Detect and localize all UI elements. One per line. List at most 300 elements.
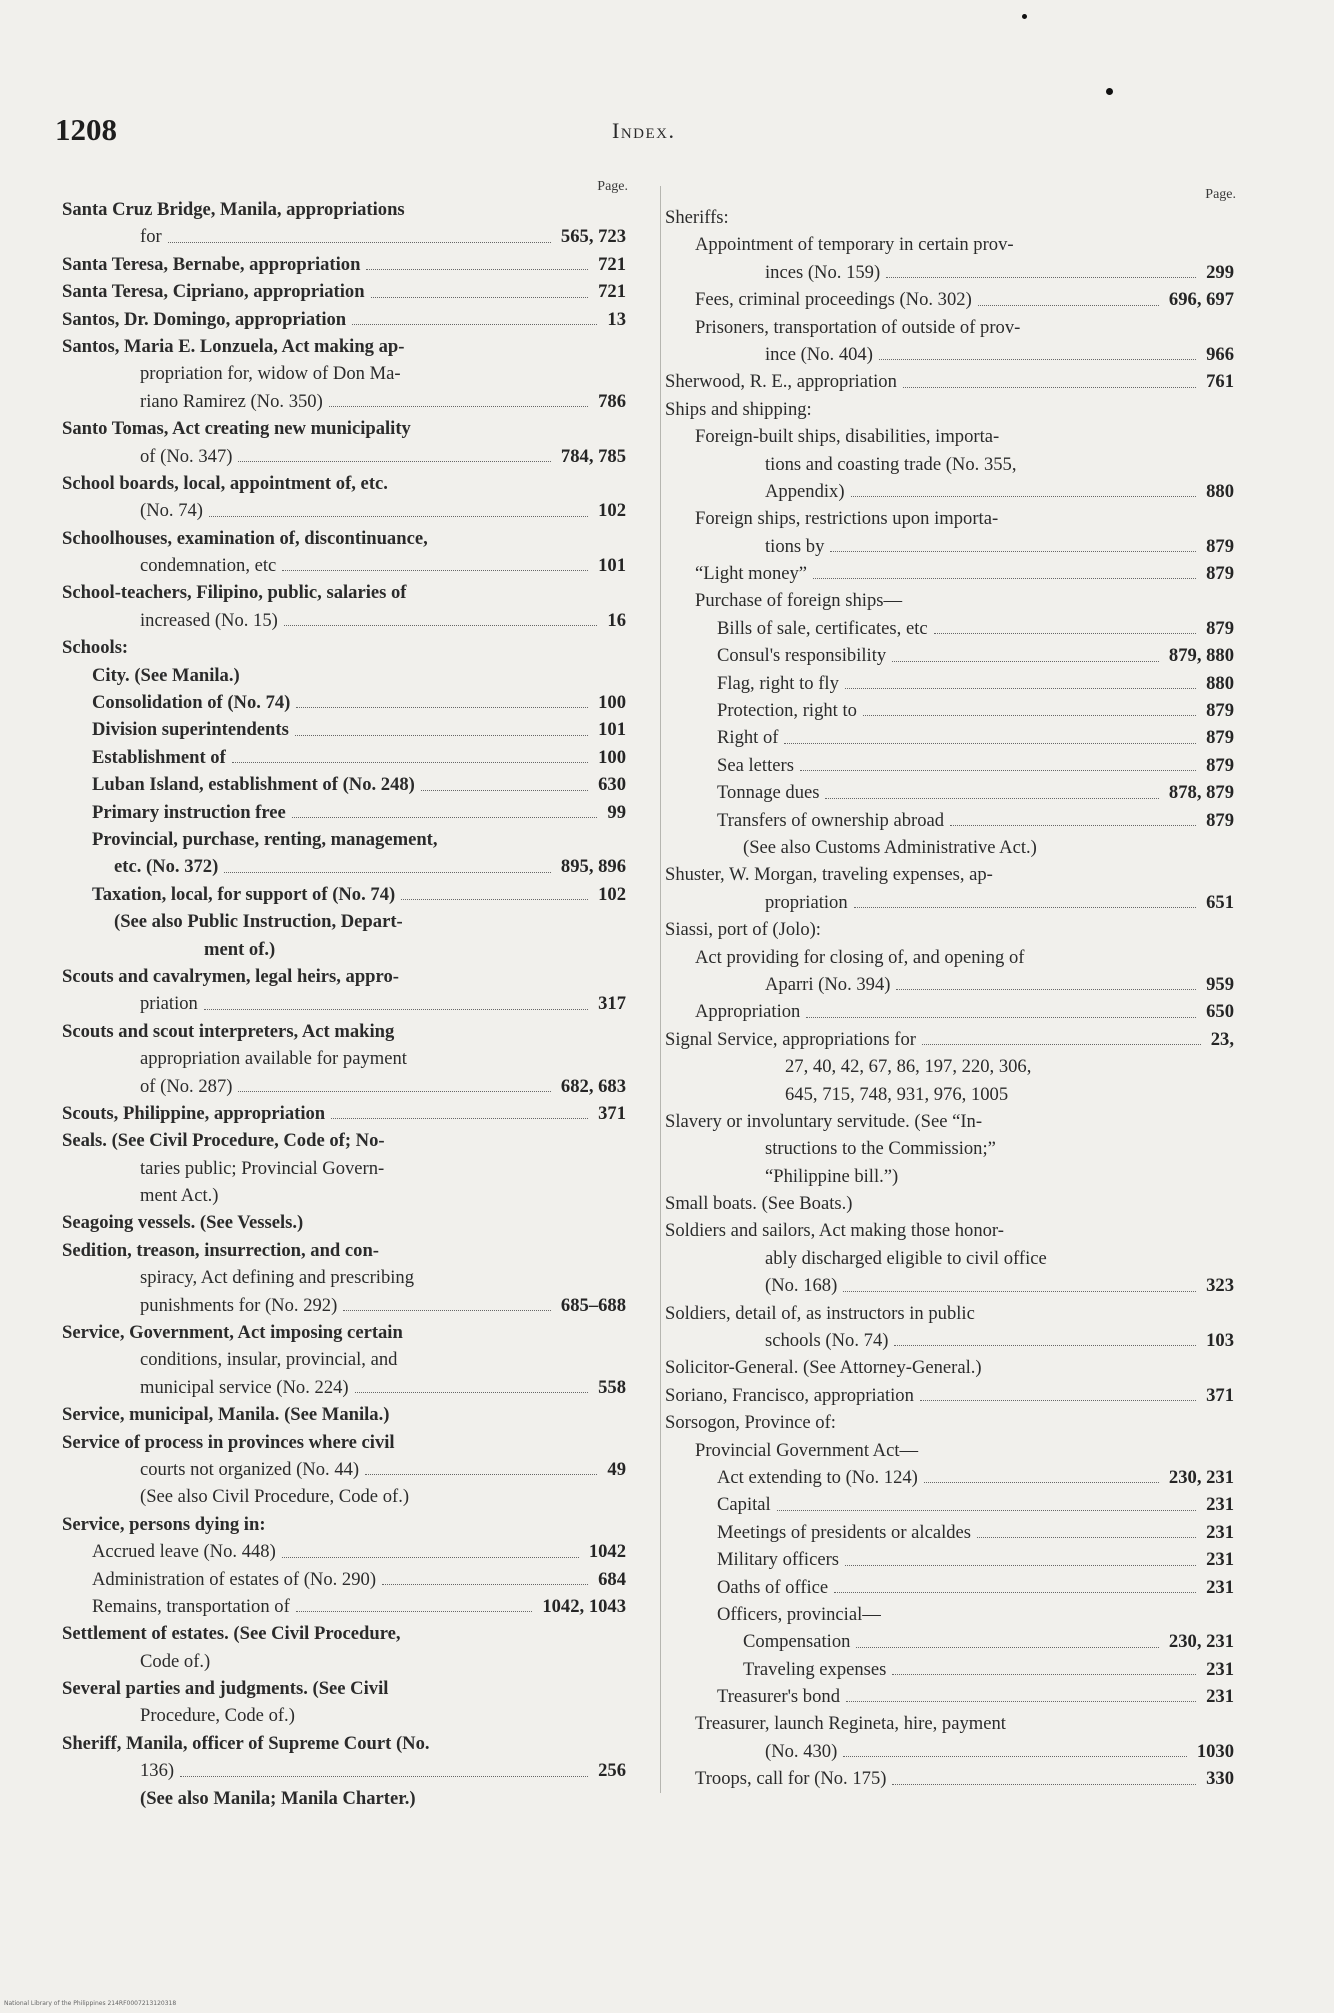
index-entry-text: Administration of estates of (No. 290) bbox=[92, 1568, 377, 1590]
page-reference: 721 bbox=[598, 281, 626, 303]
index-entry-text: Soldiers and sailors, Act making those honor- bbox=[665, 1220, 1004, 1242]
index-entry-text: Several parties and judgments. (See Civil bbox=[62, 1678, 389, 1700]
index-line bbox=[717, 1491, 1238, 1518]
index-line bbox=[140, 1045, 630, 1072]
left-index-column bbox=[62, 178, 630, 1812]
index-line bbox=[140, 552, 630, 579]
index-line bbox=[62, 634, 630, 661]
index-line bbox=[204, 936, 630, 963]
index-entry-text: Accrued leave (No. 448) bbox=[92, 1541, 276, 1563]
index-line bbox=[62, 1401, 630, 1428]
index-entry-text: tions by bbox=[765, 535, 825, 557]
page-reference: 651 bbox=[1206, 891, 1234, 913]
index-line bbox=[665, 368, 1238, 395]
index-line bbox=[695, 231, 1238, 258]
right-index-lines bbox=[665, 204, 1238, 1793]
index-entry-text: priation bbox=[140, 993, 198, 1015]
page-reference: 100 bbox=[598, 692, 626, 714]
dot-leader bbox=[295, 735, 588, 736]
index-line bbox=[62, 1429, 630, 1456]
page-reference: 565, 723 bbox=[560, 226, 626, 248]
index-entry-text: Provincial Government Act— bbox=[695, 1439, 919, 1461]
index-entry-text: Ships and shipping: bbox=[665, 398, 812, 420]
dot-leader bbox=[843, 1756, 1187, 1757]
index-entry-text: Foreign ships, restrictions upon importa- bbox=[695, 508, 999, 530]
index-entry-text: propriation bbox=[765, 891, 848, 913]
index-line bbox=[62, 1730, 630, 1757]
index-line bbox=[62, 1675, 630, 1702]
index-entry-text: Santos, Maria E. Lonzuela, Act making ap- bbox=[62, 335, 405, 357]
page-reference: 231 bbox=[1206, 1521, 1234, 1543]
index-line bbox=[140, 443, 630, 470]
dot-leader bbox=[892, 1784, 1196, 1785]
page-reference: 330 bbox=[1206, 1768, 1234, 1790]
dot-leader bbox=[843, 1291, 1196, 1292]
index-line bbox=[717, 1546, 1238, 1573]
index-line bbox=[717, 1601, 1238, 1628]
index-line bbox=[140, 388, 630, 415]
index-line bbox=[92, 662, 630, 689]
dot-leader bbox=[892, 661, 1159, 662]
index-line bbox=[717, 779, 1238, 806]
index-line bbox=[765, 259, 1238, 286]
index-entry-text: Code of.) bbox=[140, 1650, 211, 1672]
index-entry-text: Soldiers, detail of, as instructors in public bbox=[665, 1302, 975, 1324]
index-line bbox=[717, 752, 1238, 779]
dot-leader bbox=[365, 1474, 597, 1475]
index-line bbox=[92, 744, 630, 771]
index-line bbox=[717, 642, 1238, 669]
dot-leader bbox=[950, 825, 1196, 826]
index-line bbox=[62, 1127, 630, 1154]
index-line bbox=[717, 697, 1238, 724]
index-entry-text: Solicitor-General. (See Attorney-General.) bbox=[665, 1357, 982, 1379]
index-line bbox=[695, 505, 1238, 532]
index-entry-text: increased (No. 15) bbox=[140, 609, 278, 631]
index-entry-text: Treasurer, launch Regineta, hire, payment bbox=[695, 1713, 1006, 1735]
dot-leader bbox=[238, 461, 551, 462]
page-reference: 1030 bbox=[1196, 1740, 1234, 1762]
page-reference: 786 bbox=[598, 390, 626, 412]
index-entry-text: Small boats. (See Boats.) bbox=[665, 1193, 853, 1215]
dot-leader bbox=[292, 817, 597, 818]
dot-leader bbox=[977, 1537, 1196, 1538]
page-reference: 299 bbox=[1206, 261, 1234, 283]
page-reference: 317 bbox=[598, 993, 626, 1015]
index-line bbox=[665, 1300, 1238, 1327]
page-reference: 880 bbox=[1206, 480, 1234, 502]
index-entry-text: Service, persons dying in: bbox=[62, 1513, 266, 1535]
dot-leader bbox=[343, 1310, 551, 1311]
index-line bbox=[765, 1327, 1238, 1354]
page-reference: 231 bbox=[1206, 1686, 1234, 1708]
index-entry-text: taries public; Provincial Govern- bbox=[140, 1157, 385, 1179]
index-entry-text: courts not organized (No. 44) bbox=[140, 1458, 360, 1480]
page-reference: 1042 bbox=[588, 1541, 626, 1563]
dot-leader bbox=[224, 872, 551, 873]
index-line bbox=[140, 1264, 630, 1291]
index-entry-text: Santos, Dr. Domingo, appropriation bbox=[62, 308, 347, 330]
page-reference: 256 bbox=[598, 1760, 626, 1782]
index-line bbox=[62, 525, 630, 552]
index-entry-text: (See also Customs Administrative Act.) bbox=[743, 836, 1037, 858]
dot-leader bbox=[892, 1674, 1196, 1675]
index-line bbox=[140, 1483, 630, 1510]
index-entry-text: 136) bbox=[140, 1760, 175, 1782]
page-reference: 99 bbox=[607, 801, 626, 823]
page-reference: 16 bbox=[607, 609, 626, 631]
dot-leader bbox=[903, 387, 1196, 388]
index-entry-text: “Philippine bill.”) bbox=[765, 1165, 899, 1187]
index-line bbox=[92, 689, 630, 716]
index-line bbox=[665, 204, 1238, 231]
index-line bbox=[92, 826, 630, 853]
index-entry-text: Santa Teresa, Bernabe, appropriation bbox=[62, 253, 361, 275]
page-reference: 966 bbox=[1206, 343, 1234, 365]
index-entry-text: Shuster, W. Morgan, traveling expenses, ap- bbox=[665, 864, 993, 886]
page-reference: 682, 683 bbox=[560, 1075, 626, 1097]
dot-leader bbox=[851, 496, 1196, 497]
index-line bbox=[62, 579, 630, 606]
index-line bbox=[695, 560, 1238, 587]
index-line bbox=[62, 415, 630, 442]
dot-leader bbox=[856, 1647, 1159, 1648]
index-entry-text: Santa Cruz Bridge, Manila, appropriations bbox=[62, 199, 405, 220]
index-line bbox=[743, 1656, 1238, 1683]
index-entry-text: of (No. 347) bbox=[140, 445, 233, 467]
index-line bbox=[92, 881, 630, 908]
index-line bbox=[140, 1757, 630, 1784]
index-entry-text: (No. 430) bbox=[765, 1740, 838, 1762]
index-entry-text: punishments for (No. 292) bbox=[140, 1294, 338, 1316]
index-line bbox=[695, 998, 1238, 1025]
index-entry-text: tions and coasting trade (No. 355, bbox=[765, 453, 1017, 475]
dot-leader bbox=[825, 798, 1159, 799]
dot-leader bbox=[800, 770, 1196, 771]
page-column-label: Page. bbox=[597, 179, 628, 194]
page-reference: 230, 231 bbox=[1168, 1631, 1234, 1653]
index-line bbox=[62, 278, 630, 305]
index-line bbox=[140, 497, 630, 524]
page-reference: 371 bbox=[598, 1102, 626, 1124]
dot-leader bbox=[355, 1392, 588, 1393]
dot-leader bbox=[879, 359, 1196, 360]
index-entry-text: Service, municipal, Manila. (See Manila.) bbox=[62, 1404, 390, 1426]
index-line bbox=[62, 1100, 630, 1127]
index-line bbox=[717, 1683, 1238, 1710]
page-reference: 685–688 bbox=[560, 1294, 626, 1316]
index-entry-text: schools (No. 74) bbox=[765, 1330, 889, 1352]
index-entry-text: Procedure, Code of.) bbox=[140, 1705, 295, 1727]
dot-leader bbox=[934, 633, 1196, 634]
dot-leader bbox=[204, 1009, 588, 1010]
index-entry-text: Sheriffs: bbox=[665, 207, 729, 228]
index-entry-text: Santo Tomas, Act creating new municipality bbox=[62, 418, 411, 440]
index-entry-text: Remains, transportation of bbox=[92, 1595, 290, 1617]
dot-leader bbox=[830, 551, 1196, 552]
index-line bbox=[743, 834, 1238, 861]
index-entry-text: Division superintendents bbox=[92, 719, 289, 741]
index-line bbox=[665, 861, 1238, 888]
index-entry-text: Provincial, purchase, renting, management, bbox=[92, 828, 438, 850]
index-line bbox=[665, 1026, 1238, 1053]
dot-leader bbox=[813, 578, 1196, 579]
index-entry-text: Military officers bbox=[717, 1549, 840, 1571]
index-entry-text: Appropriation bbox=[695, 1001, 801, 1023]
index-line bbox=[743, 1628, 1238, 1655]
index-entry-text: Seagoing vessels. (See Vessels.) bbox=[62, 1212, 304, 1234]
index-entry-text: Capital bbox=[717, 1494, 771, 1516]
page-column-label: Page. bbox=[1205, 187, 1236, 202]
page-reference: 879 bbox=[1206, 754, 1234, 776]
page-reference: 684 bbox=[598, 1568, 626, 1590]
right-index-column bbox=[660, 186, 1238, 1793]
index-line bbox=[695, 1710, 1238, 1737]
index-line bbox=[665, 1217, 1238, 1244]
index-line bbox=[695, 286, 1238, 313]
dot-leader bbox=[282, 1557, 579, 1558]
index-entry-text: ably discharged eligible to civil office bbox=[765, 1247, 1047, 1269]
dot-leader bbox=[282, 570, 588, 571]
index-line bbox=[140, 1155, 630, 1182]
index-line bbox=[717, 615, 1238, 642]
dot-leader bbox=[366, 269, 588, 270]
index-entry-text: 27, 40, 42, 67, 86, 197, 220, 306, bbox=[785, 1056, 1032, 1078]
index-line bbox=[695, 1765, 1238, 1792]
page-reference: 879 bbox=[1206, 617, 1234, 639]
index-entry-text: Soriano, Francisco, appropriation bbox=[665, 1384, 914, 1406]
dot-leader bbox=[296, 707, 588, 708]
index-entry-text: School boards, local, appointment of, etc. bbox=[62, 472, 388, 494]
index-entry-text: Scouts and cavalrymen, legal heirs, appro- bbox=[62, 965, 399, 987]
index-entry-text: Compensation bbox=[743, 1631, 851, 1653]
index-line bbox=[717, 807, 1238, 834]
dot-leader bbox=[924, 1482, 1159, 1483]
page-reference: 879 bbox=[1206, 700, 1234, 722]
index-line bbox=[62, 470, 630, 497]
dot-leader bbox=[845, 1565, 1196, 1566]
dot-leader bbox=[238, 1091, 551, 1092]
index-line bbox=[62, 251, 630, 278]
index-entry-text: Act extending to (No. 124) bbox=[717, 1466, 918, 1488]
index-line bbox=[140, 1456, 630, 1483]
page-reference: 323 bbox=[1206, 1275, 1234, 1297]
page-reference: 103 bbox=[1206, 1330, 1234, 1352]
index-entry-text: (No. 74) bbox=[140, 500, 203, 522]
dot-leader bbox=[806, 1017, 1196, 1018]
page-reference: 102 bbox=[598, 500, 626, 522]
index-entry-text: Santa Teresa, Cipriano, appropriation bbox=[62, 281, 365, 303]
index-line bbox=[765, 889, 1238, 916]
dot-leader bbox=[296, 1611, 532, 1612]
page-reference: 101 bbox=[598, 719, 626, 741]
index-line bbox=[695, 423, 1238, 450]
index-entry-text: Officers, provincial— bbox=[717, 1603, 881, 1625]
index-line bbox=[765, 971, 1238, 998]
page-reference: 231 bbox=[1206, 1658, 1234, 1680]
index-entry-text: Siassi, port of (Jolo): bbox=[665, 919, 821, 941]
index-line bbox=[62, 1237, 630, 1264]
index-entry-text: Foreign-built ships, disabilities, importa- bbox=[695, 426, 1000, 448]
index-line bbox=[140, 1346, 630, 1373]
page-reference: 102 bbox=[598, 883, 626, 905]
dot-leader bbox=[329, 406, 588, 407]
page-reference: 23, bbox=[1210, 1028, 1234, 1050]
index-entry-text: Scouts, Philippine, appropriation bbox=[62, 1102, 326, 1124]
index-line bbox=[140, 1702, 630, 1729]
index-entry-text: propriation for, widow of Don Ma- bbox=[140, 363, 401, 385]
page-reference: 784, 785 bbox=[560, 445, 626, 467]
index-entry-text: Flag, right to fly bbox=[717, 672, 839, 694]
index-line bbox=[665, 1108, 1238, 1135]
index-entry-text: Slavery or involuntary servitude. (See “In- bbox=[665, 1110, 983, 1132]
index-line bbox=[695, 314, 1238, 341]
index-line bbox=[92, 716, 630, 743]
index-entry-text: Protection, right to bbox=[717, 700, 857, 722]
index-entry-text: ment of.) bbox=[204, 938, 276, 960]
index-line bbox=[665, 1409, 1238, 1436]
index-entry-text: of (No. 287) bbox=[140, 1075, 233, 1097]
index-line bbox=[665, 916, 1238, 943]
page-reference: 231 bbox=[1206, 1494, 1234, 1516]
index-entry-text: School-teachers, Filipino, public, salaries of bbox=[62, 582, 407, 604]
page-reference: 721 bbox=[598, 253, 626, 275]
index-entry-text: 645, 715, 748, 931, 976, 1005 bbox=[785, 1083, 1009, 1105]
page-reference: 49 bbox=[607, 1458, 626, 1480]
index-line bbox=[140, 1374, 630, 1401]
page-reference: 100 bbox=[598, 746, 626, 768]
index-entry-text: Settlement of estates. (See Civil Procedure, bbox=[62, 1623, 401, 1645]
index-line bbox=[765, 478, 1238, 505]
page-reference: 13 bbox=[607, 308, 626, 330]
index-entry-text: (See also Civil Procedure, Code of.) bbox=[140, 1486, 410, 1508]
index-line bbox=[765, 451, 1238, 478]
dot-leader bbox=[894, 1345, 1196, 1346]
page-reference: 371 bbox=[1206, 1384, 1234, 1406]
index-entry-text: ince (No. 404) bbox=[765, 343, 873, 365]
dot-leader bbox=[371, 297, 588, 298]
index-line bbox=[92, 1566, 630, 1593]
index-entry-text: Sedition, treason, insurrection, and con- bbox=[62, 1239, 379, 1261]
index-line bbox=[665, 1354, 1238, 1381]
dot-leader bbox=[846, 1701, 1196, 1702]
index-line bbox=[92, 799, 630, 826]
page-reference: 630 bbox=[598, 774, 626, 796]
index-line bbox=[140, 1182, 630, 1209]
scan-speck bbox=[1022, 14, 1027, 19]
index-line bbox=[765, 1738, 1238, 1765]
index-entry-text: condemnation, etc bbox=[140, 555, 277, 577]
index-entry-text: Purchase of foreign ships— bbox=[695, 590, 903, 612]
dot-leader bbox=[777, 1510, 1196, 1511]
page-reference: 879 bbox=[1206, 809, 1234, 831]
index-entry-text: “Light money” bbox=[695, 563, 808, 585]
index-entry-text: Bills of sale, certificates, etc bbox=[717, 617, 928, 639]
index-line bbox=[140, 1648, 630, 1675]
dot-leader bbox=[854, 907, 1196, 908]
page-reference: 879 bbox=[1206, 727, 1234, 749]
index-line bbox=[785, 1053, 1238, 1080]
index-entry-text: Troops, call for (No. 175) bbox=[695, 1768, 887, 1790]
dot-leader bbox=[896, 989, 1196, 990]
page-reference: 231 bbox=[1206, 1549, 1234, 1571]
index-entry-text: Primary instruction free bbox=[92, 801, 286, 823]
index-entry-text: riano Ramirez (No. 350) bbox=[140, 390, 323, 412]
index-entry-text: Sheriff, Manila, officer of Supreme Court (No. bbox=[62, 1732, 430, 1754]
index-line bbox=[140, 223, 630, 250]
index-entry-text: Schoolhouses, examination of, discontinuance, bbox=[62, 527, 428, 549]
page-reference: 230, 231 bbox=[1168, 1466, 1234, 1488]
page-reference: 101 bbox=[598, 555, 626, 577]
index-entry-text: Traveling expenses bbox=[743, 1658, 887, 1680]
page-reference: 879, 880 bbox=[1168, 645, 1234, 667]
index-line bbox=[62, 306, 630, 333]
index-line bbox=[114, 908, 630, 935]
index-entry-text: etc. (No. 372) bbox=[114, 856, 219, 878]
dot-leader bbox=[352, 324, 597, 325]
index-line bbox=[765, 1135, 1238, 1162]
index-line bbox=[765, 1272, 1238, 1299]
page-reference: 959 bbox=[1206, 973, 1234, 995]
index-entry-text: Sorsogon, Province of: bbox=[665, 1412, 836, 1434]
index-entry-text: Service, Government, Act imposing certain bbox=[62, 1322, 403, 1344]
index-line bbox=[765, 341, 1238, 368]
index-entry-text: Appointment of temporary in certain prov- bbox=[695, 234, 1014, 256]
index-entry-text: Oaths of office bbox=[717, 1576, 829, 1598]
index-line bbox=[765, 1245, 1238, 1272]
index-entry-text: Right of bbox=[717, 727, 779, 749]
index-entry-text: Consolidation of (No. 74) bbox=[92, 692, 291, 714]
index-entry-text: Aparri (No. 394) bbox=[765, 973, 891, 995]
index-entry-text: conditions, insular, provincial, and bbox=[140, 1349, 398, 1371]
index-entry-text: Seals. (See Civil Procedure, Code of; No- bbox=[62, 1130, 385, 1152]
index-entry-text: Schools: bbox=[62, 637, 129, 659]
index-line bbox=[92, 1593, 630, 1620]
page-reference: 879 bbox=[1206, 535, 1234, 557]
dot-leader bbox=[284, 625, 597, 626]
index-line bbox=[717, 1519, 1238, 1546]
index-line bbox=[62, 1209, 630, 1236]
index-line bbox=[62, 963, 630, 990]
running-head: Index. bbox=[612, 118, 676, 143]
index-line bbox=[717, 1574, 1238, 1601]
scan-speck bbox=[1106, 88, 1113, 95]
index-line bbox=[765, 533, 1238, 560]
index-line bbox=[140, 607, 630, 634]
page-reference: 696, 697 bbox=[1168, 289, 1234, 311]
index-line bbox=[62, 1511, 630, 1538]
index-entry-text: Consul's responsibility bbox=[717, 645, 887, 667]
dot-leader bbox=[331, 1118, 588, 1119]
index-entry-text: Tonnage dues bbox=[717, 782, 820, 804]
index-line bbox=[140, 990, 630, 1017]
page-reference: 1042, 1043 bbox=[542, 1595, 626, 1617]
left-index-lines bbox=[62, 196, 630, 1812]
index-line bbox=[62, 196, 630, 223]
index-line bbox=[140, 360, 630, 387]
index-line bbox=[140, 1292, 630, 1319]
index-line bbox=[62, 333, 630, 360]
page-reference: 878, 879 bbox=[1168, 782, 1234, 804]
dot-leader bbox=[382, 1584, 588, 1585]
index-line bbox=[62, 1319, 630, 1346]
index-line bbox=[92, 771, 630, 798]
index-line bbox=[665, 1382, 1238, 1409]
index-entry-text: Scouts and scout interpreters, Act making bbox=[62, 1020, 395, 1042]
index-line bbox=[717, 1464, 1238, 1491]
dot-leader bbox=[421, 790, 588, 791]
index-entry-text: (See also Public Instruction, Depart- bbox=[114, 911, 403, 933]
